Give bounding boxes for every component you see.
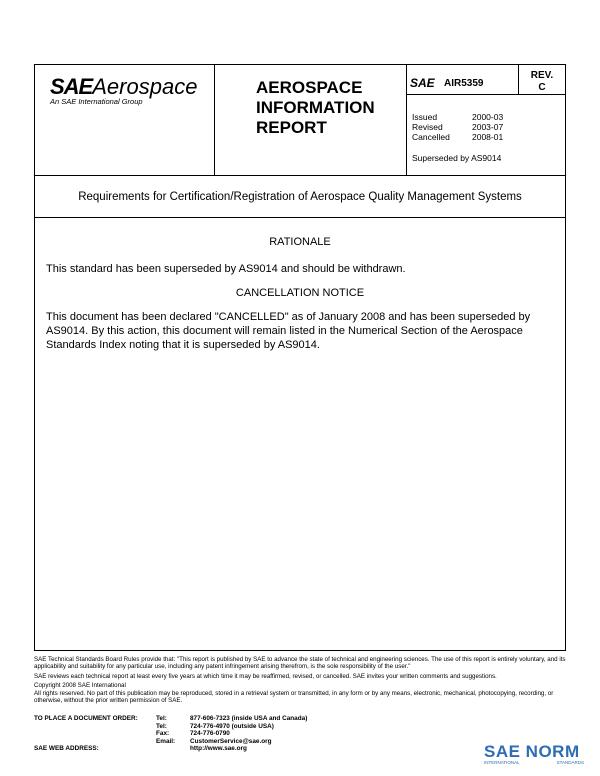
superseded-note: Superseded by AS9014 [412, 153, 502, 163]
web-address-link[interactable]: http://www.sae.org [190, 745, 247, 753]
contact-info: TO PLACE A DOCUMENT ORDER: Tel: 877-606-7323 (inside USA and Canada) Tel: 724-776-4970 (outside USA) Fax: 724-776-0790 Email: CustomerService@sae.org SAE WEB ADDRESS: http://www.sae.org [34, 715, 308, 753]
sae-small-logo: SAE [410, 76, 435, 90]
cancellation-heading: CANCELLATION NOTICE [235, 287, 365, 299]
cancellation-text: This document has been declared "CANCELLED" as of January 2008 and has been superseded by AS9014. By this action, this document will remain listed in the Numerical Section of the Aerospace Standards Index noting that it is superseded by AS9014. [46, 311, 531, 351]
document-dates: Issued 2000-03 Revised 2003-07 Cancelled 2008-01 [412, 112, 504, 142]
document-number-box [406, 64, 518, 94]
header-divider [214, 64, 215, 175]
document-title: Requirements for Certification/Registration of Aerospace Quality Management Systems [34, 176, 566, 218]
document-header [34, 64, 566, 176]
rationale-text: This standard has been superseded by AS9014 and should be withdrawn. [46, 263, 406, 275]
sae-norm-logo: SAE NORM INTERNATIONAL STANDARDS [484, 742, 584, 765]
header-divider [406, 94, 566, 95]
document-number: AIR5359 [444, 78, 484, 89]
revision: REV. C [530, 70, 554, 93]
document-type: AEROSPACE INFORMATION REPORT [256, 78, 375, 137]
legal-footer: SAE Technical Standards Board Rules provide that: "This report is published by SAE to advance the state of technical and engineering sciences. The use of this report is entirely voluntary, and its applicability and suitability for any particular use, including any patent infringement arising therefrom, is the sole responsibility of the user." SAE reviews each technical report at least every five years at which time it may be reaffirmed, revised, or cancelled. SAE invites your written comments and suggestions. Copyright 2008 SAE International All rights reserved. No part of this publication may be reproduced, stored in a retrieval system or transmitted, in any form or by any means, electronic, mechanical, photocopying, recording, or otherwise, without the prior written permission of SAE. [34, 656, 566, 705]
sae-aerospace-logo: SAEAerospace An SAE International Group [50, 74, 198, 106]
rationale-heading: RATIONALE [269, 236, 331, 248]
